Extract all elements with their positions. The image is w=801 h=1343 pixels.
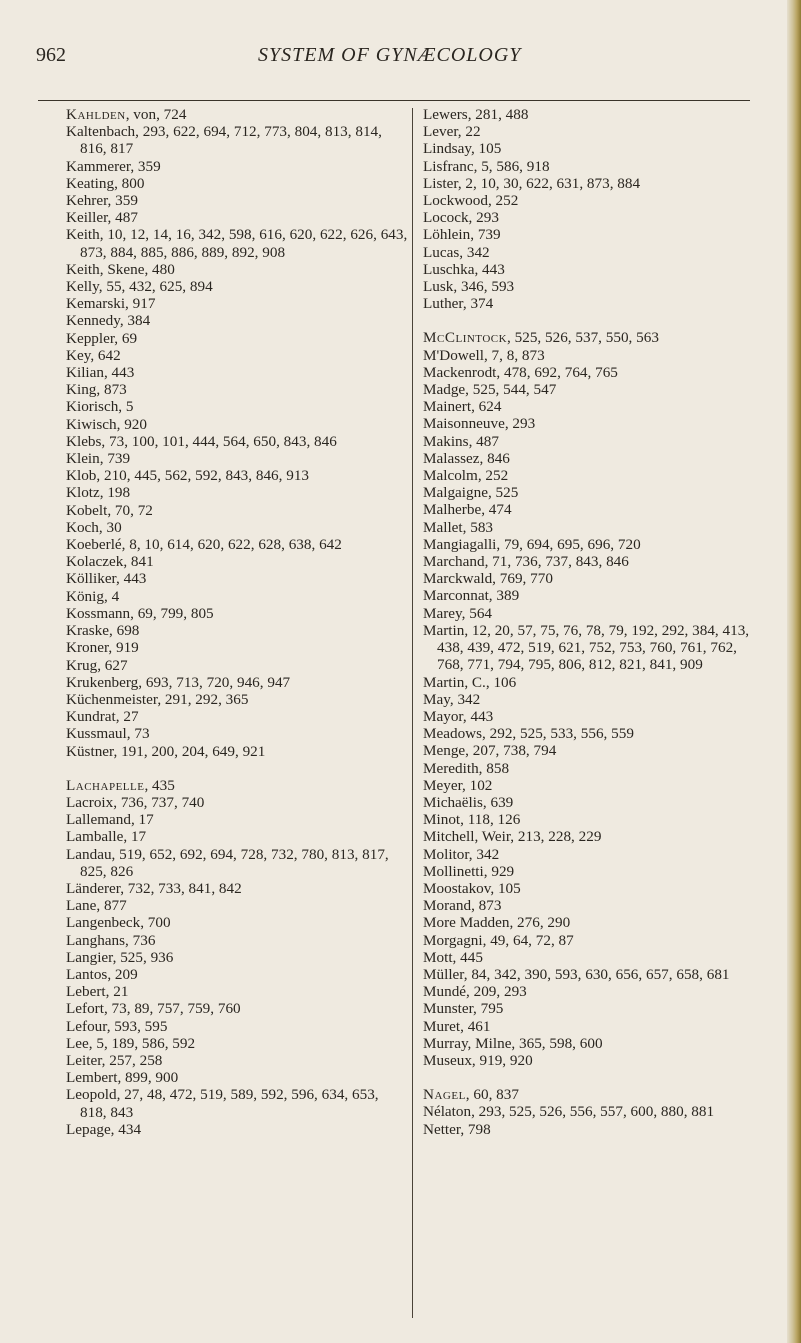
index-entry: Maisonneuve, 293: [423, 415, 536, 433]
index-entry: Klotz, 198: [66, 484, 131, 502]
index-entry: Klebs, 73, 100, 101, 444, 564, 650, 843, 846: [66, 432, 337, 450]
index-entry: Malcolm, 252: [423, 467, 509, 485]
index-entry: Lisfranc, 5, 586, 918: [423, 157, 550, 175]
index-entry: Museux, 919, 920: [423, 1051, 533, 1069]
index-entry: Klob, 210, 445, 562, 592, 843, 846, 913: [66, 467, 309, 485]
index-entry: Kammerer, 359: [66, 157, 161, 175]
index-entry: Mainert, 624: [423, 398, 502, 416]
index-entry: Lebert, 21: [66, 983, 129, 1001]
index-entry: Kolaczek, 841: [66, 553, 154, 571]
index-entry: Lefort, 73, 89, 757, 759, 760: [66, 1000, 241, 1018]
index-entry: Munster, 795: [423, 1000, 504, 1018]
index-entry: Küchenmeister, 291, 292, 365: [66, 690, 249, 708]
index-entry: Mangiagalli, 79, 694, 695, 696, 720: [423, 535, 641, 553]
index-entry: Luschka, 443: [423, 260, 505, 278]
index-entry: More Madden, 276, 290: [423, 914, 571, 932]
index-entry: Landau, 519, 652, 692, 694, 728, 732, 780, 813, 817, 825, 826: [66, 845, 389, 880]
page-number: 962: [36, 44, 66, 66]
index-entry: König, 4: [66, 587, 120, 605]
index-entry: Mundé, 209, 293: [423, 983, 527, 1001]
index-entry: Lembert, 899, 900: [66, 1069, 179, 1087]
index-entry: Kemarski, 917: [66, 295, 156, 313]
index-entry: Kundrat, 27: [66, 708, 139, 726]
index-entry: May, 342: [423, 690, 481, 708]
index-entry: Meyer, 102: [423, 776, 493, 794]
index-entry: Koeberlé, 8, 10, 614, 620, 622, 628, 638, 642: [66, 536, 342, 554]
index-entry: Kehrer, 359: [66, 192, 138, 210]
index-entry: Makins, 487: [423, 432, 499, 450]
index-entry: Lantos, 209: [66, 965, 138, 983]
index-entry: Marchand, 71, 736, 737, 843, 846: [423, 553, 629, 571]
index-entry: Nélaton, 293, 525, 526, 556, 557, 600, 880, 881: [423, 1103, 715, 1121]
index-entry: Leopold, 27, 48, 472, 519, 589, 592, 596, 634, 653, 818, 843: [66, 1086, 379, 1121]
index-column-left: [66, 106, 408, 1138]
index-entry: Kahlden, von, 724: [66, 106, 187, 123]
index-column-right: [423, 106, 763, 1138]
index-entry: Key, 642: [66, 346, 121, 364]
index-entry: M'Dowell, 7, 8, 873: [423, 346, 545, 364]
index-entry: Martin, 12, 20, 57, 75, 76, 78, 79, 192, 292, 384, 413, 438, 439, 472, 519, 621, 752, 753, 760, 761, 762, 768, 771, 794, 795, 806, 812, 821, 841, 909: [423, 621, 750, 674]
index-entry: Menge, 207, 738, 794: [423, 742, 557, 760]
index-entry: McClintock, 525, 526, 537, 550, 563: [423, 329, 659, 347]
index-entry: Lucas, 342: [423, 243, 490, 261]
index-entry: Lusk, 346, 593: [423, 278, 515, 296]
index-entry: Kelly, 55, 432, 625, 894: [66, 278, 213, 296]
index-entry: Länderer, 732, 733, 841, 842: [66, 879, 242, 897]
index-entry: Kussmaul, 73: [66, 725, 150, 743]
index-entry: Lefour, 593, 595: [66, 1017, 168, 1035]
index-entry: Keith, 10, 12, 14, 16, 342, 598, 616, 620, 622, 626, 643, 873, 884, 885, 886, 889, 892, 908: [66, 226, 408, 261]
index-entry: Lee, 5, 189, 586, 592: [66, 1034, 196, 1052]
index-entry: Marckwald, 769, 770: [423, 570, 553, 588]
index-entry: Keating, 800: [66, 174, 145, 192]
index-entry: Locock, 293: [423, 209, 499, 227]
index-entry: Kiwisch, 920: [66, 415, 147, 433]
index-entry: Müller, 84, 342, 390, 593, 630, 656, 657, 658, 681: [423, 965, 730, 983]
index-entry: Leiter, 257, 258: [66, 1051, 163, 1069]
index-entry: Molitor, 342: [423, 845, 500, 863]
index-entry: Meadows, 292, 525, 533, 556, 559: [423, 725, 634, 743]
index-entry: Keith, Skene, 480: [66, 260, 175, 278]
index-entry: Kennedy, 384: [66, 312, 151, 330]
index-entry: Mallet, 583: [423, 518, 494, 536]
index-entry: Malgaigne, 525: [423, 484, 519, 502]
index-entry: Keppler, 69: [66, 329, 138, 347]
index-entry: Lever, 22: [423, 123, 481, 141]
index-entry: Netter, 798: [423, 1120, 491, 1138]
index-entry: Löhlein, 739: [423, 226, 501, 244]
index-entry: Langhans, 736: [66, 931, 156, 949]
index-entry: Mott, 445: [423, 948, 483, 966]
index-entry: Malherbe, 474: [423, 501, 512, 519]
header-rule: [38, 100, 750, 101]
index-entry: Murray, Milne, 365, 598, 600: [423, 1034, 603, 1052]
index-entry: Krukenberg, 693, 713, 720, 946, 947: [66, 673, 291, 691]
index-entry: Marey, 564: [423, 604, 493, 622]
index-entry: Koch, 30: [66, 518, 122, 536]
index-entry: Lister, 2, 10, 30, 622, 631, 873, 884: [423, 174, 641, 192]
index-entry: Marconnat, 389: [423, 587, 520, 605]
index-entry: Morgagni, 49, 64, 72, 87: [423, 931, 574, 949]
index-entry: Lacroix, 736, 737, 740: [66, 793, 205, 811]
index-entry: Nagel, 60, 837: [423, 1086, 519, 1104]
index-entry: Mitchell, Weir, 213, 228, 229: [423, 828, 602, 846]
index-entry: Meredith, 858: [423, 759, 510, 777]
index-entry: Martin, C., 106: [423, 673, 517, 691]
index-entry: Keiller, 487: [66, 209, 138, 227]
index-entry: Lindsay, 105: [423, 140, 502, 158]
column-divider: [412, 108, 413, 1318]
page-header: [36, 44, 751, 84]
index-entry: Lachapelle, 435: [66, 776, 175, 794]
index-entry: Langenbeck, 700: [66, 914, 171, 932]
page-edge-shadow: [787, 0, 801, 1343]
index-entry: Kroner, 919: [66, 639, 139, 657]
index-entry: Mackenrodt, 478, 692, 764, 765: [423, 363, 618, 381]
index-entry: Küstner, 191, 200, 204, 649, 921: [66, 742, 266, 760]
index-entry: Mollinetti, 929: [423, 862, 515, 880]
index-entry: Langier, 525, 936: [66, 948, 174, 966]
index-entry: Kraske, 698: [66, 622, 140, 640]
index-entry: Lamballe, 17: [66, 828, 147, 846]
index-entry: Moostakov, 105: [423, 879, 521, 897]
index-entry: Lallemand, 17: [66, 811, 154, 829]
index-entry: Minot, 118, 126: [423, 811, 521, 829]
index-entry: Lepage, 434: [66, 1120, 142, 1138]
index-entry: Kossmann, 69, 799, 805: [66, 604, 214, 622]
index-entry: Luther, 374: [423, 295, 494, 313]
index-entry: King, 873: [66, 381, 127, 399]
index-entry: Klein, 739: [66, 450, 131, 468]
index-entry: Kobelt, 70, 72: [66, 501, 153, 519]
index-entry: Lewers, 281, 488: [423, 106, 529, 123]
index-entry: Malassez, 846: [423, 449, 510, 467]
index-entry: Mayor, 443: [423, 707, 494, 725]
index-entry: Kaltenbach, 293, 622, 694, 712, 773, 804, 813, 814, 816, 817: [66, 123, 382, 158]
index-entry: Madge, 525, 544, 547: [423, 381, 557, 399]
index-entry: Krug, 627: [66, 656, 128, 674]
index-entry: Muret, 461: [423, 1017, 491, 1035]
index-entry: Lane, 877: [66, 897, 127, 915]
running-title: SYSTEM OF GYNÆCOLOGY: [258, 44, 522, 66]
index-entry: Michaëlis, 639: [423, 793, 514, 811]
index-entry: Kiorisch, 5: [66, 398, 134, 416]
index-entry: Kilian, 443: [66, 364, 135, 382]
index-entry: Morand, 873: [423, 897, 502, 915]
index-entry: Kölliker, 443: [66, 570, 147, 588]
index-entry: Lockwood, 252: [423, 192, 519, 210]
